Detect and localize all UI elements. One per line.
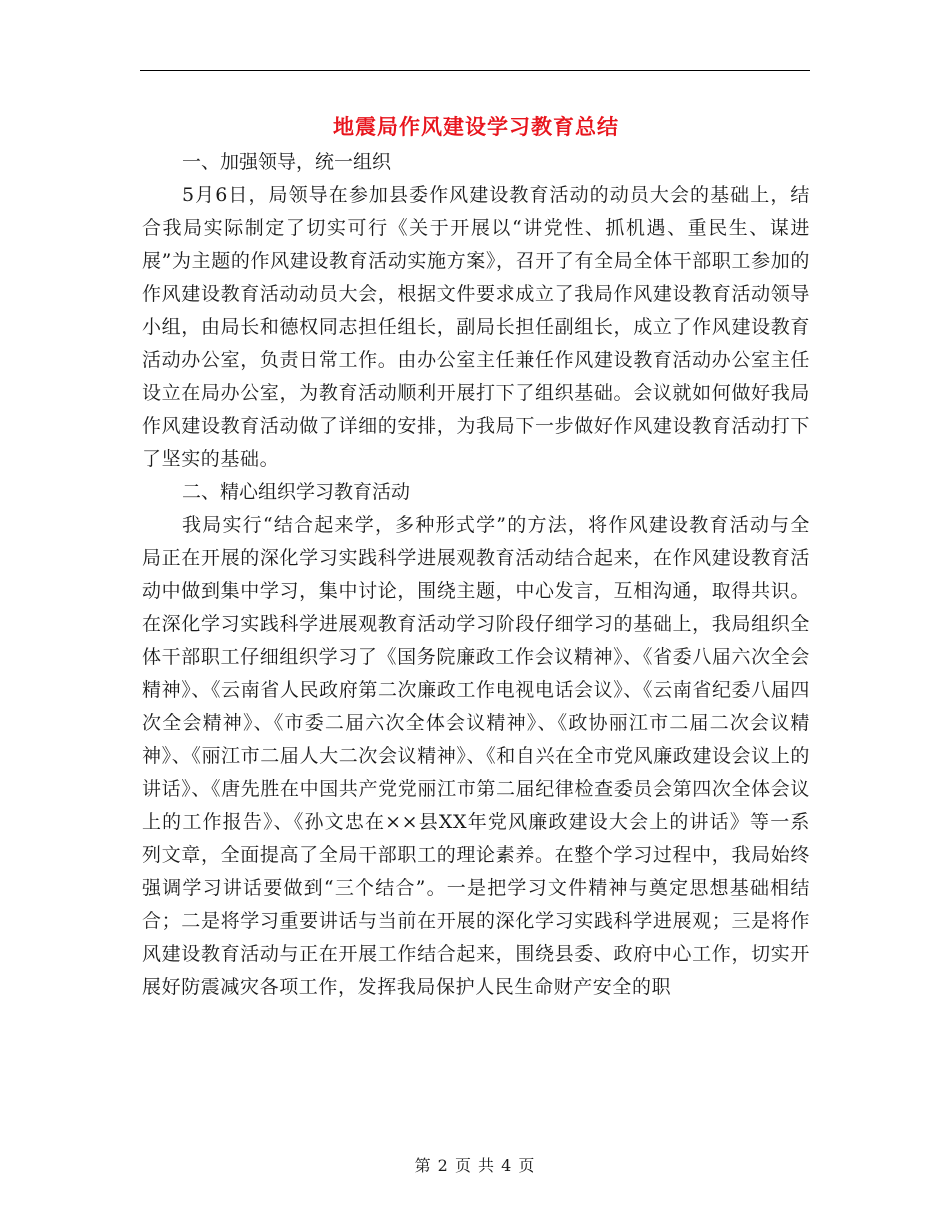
- header-rule: [140, 70, 810, 71]
- section-heading-2: 二、精心组织学习教育活动: [182, 481, 411, 503]
- section-heading-1: 一、加强领导，统一组织: [182, 151, 392, 173]
- page-number: 第 2 页 共 4 页: [414, 1156, 536, 1175]
- document-title: 地震局作风建设学习教育总结: [333, 114, 619, 139]
- section-paragraph-1: 5月6日，局领导在参加县委作风建设教育活动的动员大会的基础上，结合我局实际制定了切实可行《关于开展以“讲党性、抓机遇、重民生、谋进展”为主题的作风建设教育活动实施方案》，召开了有全局全体干部职工参加的作风建设教育活动动员大会，根据文件要求成立了我局作风建设教育活动领导小组，由局长和德权同志担任组长，副局长担任副组长，成立了作风建设教育活动办公室，负责日常工作。由办公室主任兼任作风建设教育活动办公室主任设立在局办公室，为教育活动顺利开展打下了组织基础。会议就如何做好我局作风建设教育活动做了详细的安排，为我局下一步做好作风建设教育活动打下了坚实的基础。: [142, 184, 810, 470]
- section-paragraph-2: 我局实行“结合起来学，多种形式学”的方法，将作风建设教育活动与全局正在开展的深化学习实践科学进展观教育活动结合起来，在作风建设教育活动中做到集中学习，集中讨论，围绕主题，中心发言，互相沟通，取得共识。在深化学习实践科学进展观教育活动学习阶段仔细学习的基础上，我局组织全体干部职工仔细组织学习了《国务院廉政工作会议精神》、《省委八届六次全会精神》、《云南省人民政府第二次廉政工作电视电话会议》、《云南省纪委八届四次全会精神》、《市委二届六次全体会议精神》、《政协丽江市二届二次会议精神》、《丽江市二届人大二次会议精神》、《和自兴在全市党风廉政建设会议上的讲话》、《唐先胜在中国共产党党丽江市第二届纪律检查委员会第四次全体会议上的工作报告》、《孙文忠在××县XX年党风廉政建设大会上的讲话》等一系列文章，全面提高了全局干部职工的理论素养。在整个学习过程中，我局始终强调学习讲话要做到“三个结合”。一是把学习文件精神与奠定思想基础相结合；二是将学习重要讲话与当前在开展的深化学习实践科学进展观；三是将作风建设教育活动与正在开展工作结合起来，围绕县委、政府中心工作，切实开展好防震减灾各项工作，发挥我局保护人民生命财产安全的职: [142, 514, 810, 998]
- document-body: [142, 110, 810, 1004]
